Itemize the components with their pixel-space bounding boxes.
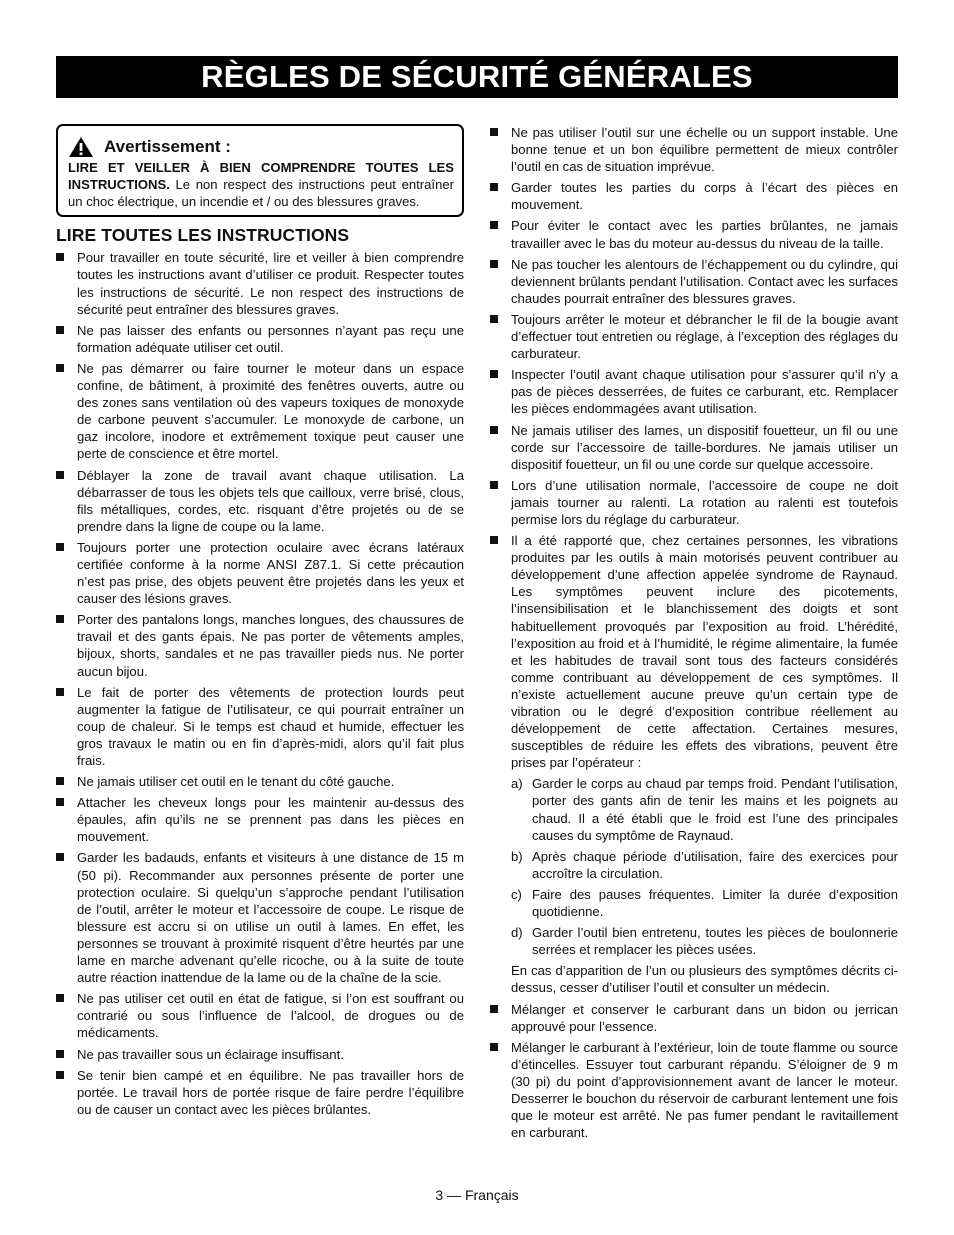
sub-list-item: [511, 924, 898, 958]
list-item: [490, 366, 898, 417]
square-bullet-icon: [56, 688, 64, 696]
square-bullet-icon: [490, 370, 498, 378]
list-item: [490, 477, 898, 528]
list-item-text: Pour éviter le contact avec les parties brûlantes, ne jamais travailler avec le bas du moteur au-dessus du niveau de la taille.: [511, 218, 898, 251]
list-item: [56, 249, 464, 317]
list-item-text: Mélanger le carburant à l’extérieur, loin de toute flamme ou source d’étincelles. Essuyer tout carburant répandu. S’éloigner de 9 m (30 pi) du point d’approvisionnement avant de lancer le moteur. Desserrer le bouchon du réservoir de carburant lentement une fois que le moteur est arrêté. Ne pas fumer pendant le ravitaillement en carburant.: [511, 1039, 898, 1141]
sub-item-text: Faire des pauses fréquentes. Limiter la durée d’exposition quotidienne.: [532, 886, 898, 920]
square-bullet-icon: [490, 183, 498, 191]
sub-item-text: Garder l’outil bien entretenu, toutes les pièces de boulonnerie serrées et remplacer les pièces usées.: [532, 925, 898, 958]
list-item: [490, 422, 898, 473]
square-bullet-icon: [490, 1005, 498, 1013]
warning-box: [56, 124, 464, 217]
sub-item-text: Après chaque période d’utilisation, faire des exercices pour accroître la circulation.: [532, 848, 898, 881]
list-item: [56, 794, 464, 845]
list-item-text: Toujours porter une protection oculaire avec écrans latéraux certifiée conforme à la norme ANSI Z87.1. Si cette précaution n’est pas prise, des objets peuvent être projetés dans les yeux et causer des lésions graves.: [77, 539, 464, 607]
sub-item-label: b): [511, 848, 523, 864]
page-title: RÈGLES DE SÉCURITÉ GÉNÉRALES: [56, 56, 898, 98]
list-item: [490, 1039, 898, 1142]
square-bullet-icon: [490, 260, 498, 268]
list-item: [56, 611, 464, 679]
sub-list-item: [511, 775, 898, 843]
square-bullet-icon: [490, 426, 498, 434]
list-item: [490, 256, 898, 307]
list-item-text: Ne jamais utiliser cet outil en le tenant du côté gauche.: [77, 774, 395, 790]
sub-list-item: [511, 886, 898, 920]
list-item-text: Inspecter l’outil avant chaque utilisation pour s’assurer qu’il n’y a pas de pièces desserrées, de fuites ce carburant, etc. Remplacer les pièces endommagées avant utilisation.: [511, 367, 898, 417]
square-bullet-icon: [56, 253, 64, 261]
list-item-text: Mélanger et conserver le carburant dans un bidon ou jerrican approuvé pour l’essence.: [511, 1001, 898, 1034]
square-bullet-icon: [490, 128, 498, 136]
list-item: [490, 311, 898, 362]
sub-item-label: a): [511, 776, 523, 792]
list-item-text: Garder toutes les parties du corps à l’écart des pièces en mouvement.: [511, 180, 898, 213]
list-item: [490, 1001, 898, 1035]
page-footer: 3 — Français: [435, 1187, 519, 1203]
list-item-text: Garder les badauds, enfants et visiteurs à une distance de 15 m (50 pi). Recommander aux personnes présente de porter une protection oculaire. Si quelqu’un s’approche pendant l’utilisation de l’outil, arrêter le moteur et l’accessoire de coupe. Le risque de blessure est accru si on utilise un outil à lames. En effet, les personnes se trouvant à proximité risquent d’être heurtés par une lame en marche advenant qu’elle ricoche, ou à la suite de toute autre réaction inattendue de la lame ou de la chaîne de la scie.: [77, 850, 464, 986]
list-item: [56, 990, 464, 1041]
list-item: [490, 532, 898, 996]
list-item-text: Il a été rapporté que, chez certaines personnes, les vibrations produites par les outils à main motorisés peuvent contribuer au développement d’une affection appelée syndrome de Raynaud. Les symptômes peuvent inclure des picotements, l’insensibilisation et le blanchissement des doigts et sont habituellement provoqués par l’exposition au froid. L’hérédité, l’exposition au froid et à l’humidité, le régime alimentaire, la fumée et les habitudes de travail sont tous des facteurs considérés comme contribuant au développement de ces symptômes. Il n’existe actuellement aucune preuve qu’un certain type de vibration ou le degré d’exposition contribue réellement au développement de cette affectation. Certaines mesures, susceptibles de réduire les effets des vibrations, peuvent être prises par l’opérateur :: [511, 533, 898, 771]
square-bullet-icon: [490, 481, 498, 489]
square-bullet-icon: [490, 536, 498, 544]
list-item: [56, 773, 464, 790]
square-bullet-icon: [56, 471, 64, 479]
list-item: [56, 360, 464, 463]
left-column: [56, 124, 464, 1122]
list-item-text: Toujours arrêter le moteur et débrancher le fil de la bougie avant d’effectuer tout entretien ou réglage, à l’exception des réglages du carburateur.: [511, 311, 898, 362]
list-item: [56, 684, 464, 769]
warning-title: Avertissement :: [104, 137, 231, 157]
square-bullet-icon: [56, 994, 64, 1002]
list-item: [56, 1067, 464, 1118]
square-bullet-icon: [56, 1050, 64, 1058]
sub-item-label: d): [511, 925, 523, 941]
warning-bold-text: LIRE ET VEILLER À BIEN COMPRENDRE TOUTES LES INSTRUCTIONS.: [68, 160, 454, 193]
left-bullet-list: [56, 249, 464, 1118]
list-item: [490, 124, 898, 175]
square-bullet-icon: [56, 615, 64, 623]
sub-item-text: Garder le corps au chaud par temps froid. Pendant l’utilisation, porter des gants afin de tenir les mains et les poignets au chaud. Il a été établi que le froid est l’une des principales causes du symptôme de Raynaud.: [532, 776, 898, 843]
list-item-text: Ne jamais utiliser des lames, un dispositif fouetteur, un fil ou une corde sur l’accessoire de taille-bordures. Ne jamais utiliser un dispositif fouetteur, un fil ou une corde sur quelque accessoire.: [511, 422, 898, 472]
list-item-text: Déblayer la zone de travail avant chaque utilisation. La débarrasser de tous les objets tels que cailloux, verre brisé, clous, fils métalliques, cordes, etc. risquant d’être projetés ou de se prendre dans la ligne de coupe ou la lame.: [77, 467, 464, 534]
list-item-text: Porter des pantalons longs, manches longues, des chaussures de travail et des gants épais. Ne pas porter de vêtements amples, bijoux, shorts, sandales et ne pas travailler pieds nus. Ne porter aucun bijou.: [77, 612, 464, 679]
list-item: [56, 539, 464, 607]
list-item-text: Lors d’une utilisation normale, l’accessoire de coupe ne doit jamais tourner au ralenti. La rotation au ralenti est toutefois permise lors du réglage du carburateur.: [511, 477, 898, 527]
list-item: [56, 849, 464, 986]
right-column: [490, 124, 898, 1145]
list-item-text: Ne pas laisser des enfants ou personnes n’ayant pas reçu une formation adéquate utiliser cet outil.: [77, 322, 464, 355]
warning-text: [68, 159, 454, 210]
square-bullet-icon: [490, 315, 498, 323]
list-item-text: Ne pas toucher les alentours de l’échappement ou du cylindre, qui deviennent brûlants pendant l’utilisation. Contact avec les surfaces chaudes pourrait entraîner des blessures graves.: [511, 256, 898, 306]
list-item-text: Ne pas démarrer ou faire tourner le moteur dans un espace confine, de bâtiment, à proximité des fenêtres ouverts, autre ou des zones sans ventilation où des vapeurs toxiques de monoxyde de carbone peuvent s’accumuler. Le monoxyde de carbone, un gaz incolore, inodore et extrêmement toxique peut causer une perte de conscience et être mortel.: [77, 360, 464, 462]
warning-body-text: Le non respect des instructions peut entraîner un choc électrique, un incendie et / ou des blessures graves.: [68, 177, 454, 210]
list-item: [56, 322, 464, 356]
sub-list-item: [511, 848, 898, 882]
list-item-text: Ne pas utiliser l’outil sur une échelle ou un support instable. Une bonne tenue et un bon équilibre permettent de mieux contrôler l’outil en cas de situation imprévue.: [511, 125, 898, 175]
vibration-closing-text: En cas d’apparition de l’un ou plusieurs des symptômes décrits ci-dessus, cesser d’utiliser l’outil et consulter un médecin.: [511, 963, 898, 996]
square-bullet-icon: [56, 326, 64, 334]
sub-list: [511, 775, 898, 958]
list-item-text: Ne pas travailler sous un éclairage insuffisant.: [77, 1046, 344, 1062]
square-bullet-icon: [56, 777, 64, 785]
list-item-text: Pour travailler en toute sécurité, lire et veiller à bien comprendre toutes les instructions avant d’utiliser ce produit. Respecter toutes les instructions de sécurité. Le non respect des instructions de sécurité peut entraîner des blessures graves.: [77, 250, 464, 317]
sub-item-label: c): [511, 886, 522, 902]
square-bullet-icon: [490, 221, 498, 229]
section-title: LIRE TOUTES LES INSTRUCTIONS: [56, 225, 350, 246]
square-bullet-icon: [56, 543, 64, 551]
warning-triangle-icon: [68, 136, 94, 158]
list-item-text: Se tenir bien campé et en équilibre. Ne pas travailler hors de portée. Le travail hors de portée risque de faire perdre l’équilibre ou de causer un contact avec les pièces brûlantes.: [77, 1067, 464, 1117]
square-bullet-icon: [56, 364, 64, 372]
list-item: [490, 179, 898, 213]
square-bullet-icon: [56, 853, 64, 861]
square-bullet-icon: [490, 1043, 498, 1051]
warning-header: [68, 136, 454, 158]
list-item-text: Attacher les cheveux longs pour les maintenir au-dessus des épaules, afin qu’ils ne se prennent pas dans les pièces en mouvement.: [77, 795, 464, 845]
list-item: [490, 217, 898, 251]
square-bullet-icon: [56, 1071, 64, 1079]
square-bullet-icon: [56, 798, 64, 806]
list-item: [56, 1046, 464, 1063]
right-bullet-list: [490, 124, 898, 1141]
list-item: [56, 467, 464, 535]
list-item-text: Le fait de porter des vêtements de protection lourds peut augmenter la fatigue de l’utilisateur, ce qui pourrait entraîner un coup de chaleur. Si le temps est chaud et humide, effectuer les gros travaux le matin ou en fin d’après-midi, alors qu’il fait plus frais.: [77, 684, 464, 768]
list-item-text: Ne pas utiliser cet outil en état de fatigue, si l’on est souffrant ou contrarié ou sous l’influence de l’alcool, de drogues ou de médicaments.: [77, 991, 464, 1041]
